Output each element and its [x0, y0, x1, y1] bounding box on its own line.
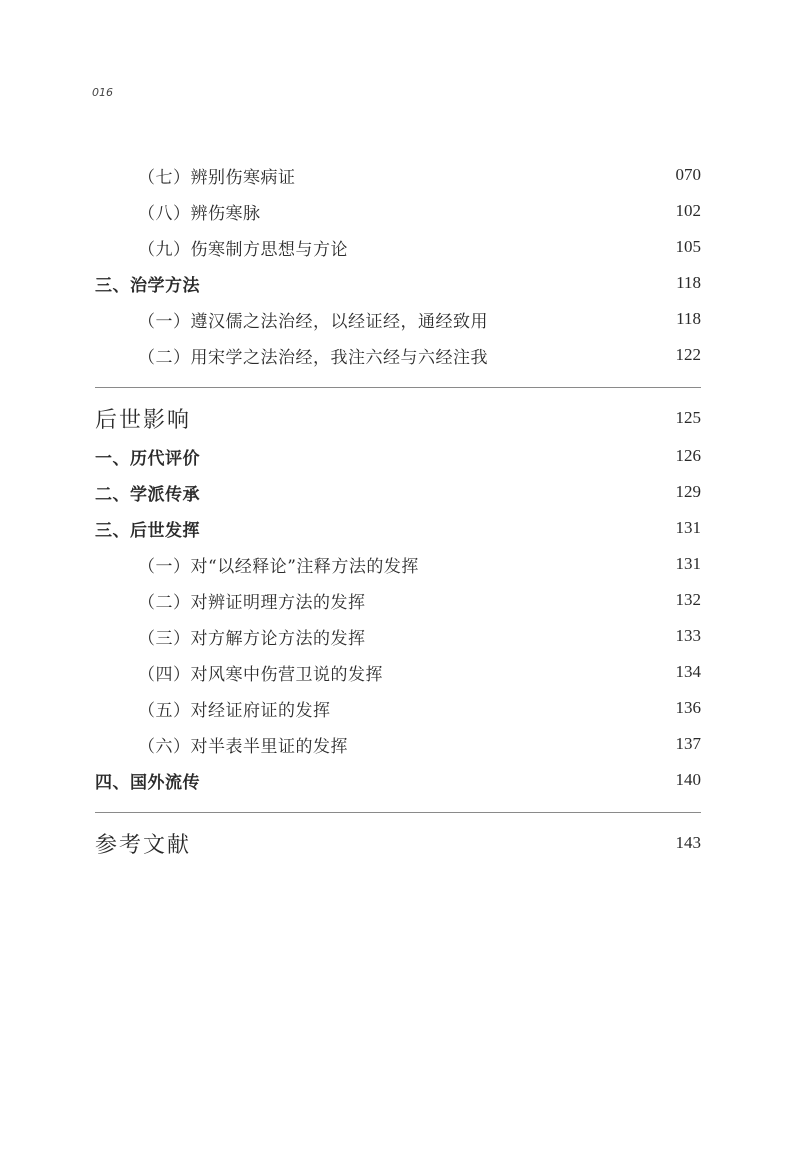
toc-section-title: 三、后世发挥: [95, 520, 200, 541]
toc-entry[interactable]: [95, 690, 701, 726]
toc-section-page: 126: [675, 446, 701, 465]
toc-section-page: 129: [675, 482, 701, 501]
toc-entry[interactable]: [95, 229, 701, 265]
toc-entry[interactable]: [95, 654, 701, 690]
toc-entry-title: （一）遵汉儒之法治经，以经证经，通经致用: [138, 311, 488, 332]
toc-entry-page: 131: [675, 554, 701, 573]
toc-entry[interactable]: [95, 157, 701, 193]
toc-entry[interactable]: [95, 337, 701, 373]
toc-entry[interactable]: [95, 301, 701, 337]
toc-entry-title: （八）辨伤寒脉: [138, 203, 261, 224]
toc-entry-title: （三）对方解方论方法的发挥: [138, 628, 366, 649]
toc-chapter-houshi[interactable]: [95, 398, 701, 438]
toc-chapter-title: 后世影响: [95, 407, 192, 433]
toc-section-guowai[interactable]: [95, 762, 701, 798]
toc-entry-page: 118: [676, 309, 701, 328]
table-of-contents: [95, 157, 701, 863]
toc-section-page: 118: [676, 273, 701, 292]
toc-chapter-page: 125: [675, 408, 701, 427]
toc-section-title: 一、历代评价: [95, 448, 200, 469]
toc-entry-title: （二）用宋学之法治经，我注六经与六经注我: [138, 347, 488, 368]
toc-section-page: 140: [675, 770, 701, 789]
toc-entry-page: 102: [675, 201, 701, 220]
toc-entry-title: （七）辨别伤寒病证: [138, 167, 296, 188]
toc-entry-title: （一）对“以经释论”注释方法的发挥: [138, 556, 419, 577]
toc-entry-title: （五）对经证府证的发挥: [138, 700, 331, 721]
toc-entry-title: （二）对辨证明理方法的发挥: [138, 592, 366, 613]
toc-entry-page: 137: [675, 734, 701, 753]
toc-entry-page: 134: [675, 662, 701, 681]
toc-entry[interactable]: [95, 726, 701, 762]
section-divider: [95, 812, 701, 813]
toc-entry-page: 136: [675, 698, 701, 717]
toc-chapter-page: 143: [675, 833, 701, 852]
toc-entry-page: 132: [675, 590, 701, 609]
page-number: 016: [92, 86, 113, 99]
toc-chapter-title: 参考文献: [95, 832, 192, 858]
toc-entry-page: 105: [675, 237, 701, 256]
toc-section-zhixue[interactable]: [95, 265, 701, 301]
toc-section-lidai[interactable]: [95, 438, 701, 474]
toc-section-title: 三、治学方法: [95, 275, 200, 296]
toc-section-fahui[interactable]: [95, 510, 701, 546]
toc-entry[interactable]: [95, 546, 701, 582]
toc-section-title: 二、学派传承: [95, 484, 200, 505]
toc-section-page: 131: [675, 518, 701, 537]
toc-entry-page: 133: [675, 626, 701, 645]
toc-entry[interactable]: [95, 193, 701, 229]
toc-section-title: 四、国外流传: [95, 772, 200, 793]
toc-entry-title: （四）对风寒中伤营卫说的发挥: [138, 664, 383, 685]
toc-entry-page: 070: [675, 165, 701, 184]
section-divider: [95, 387, 701, 388]
toc-entry-title: （六）对半表半里证的发挥: [138, 736, 348, 757]
toc-chapter-cankao[interactable]: [95, 823, 701, 863]
toc-entry[interactable]: [95, 582, 701, 618]
toc-entry-page: 122: [675, 345, 701, 364]
toc-entry[interactable]: [95, 618, 701, 654]
toc-section-xuepai[interactable]: [95, 474, 701, 510]
toc-entry-title: （九）伤寒制方思想与方论: [138, 239, 348, 260]
